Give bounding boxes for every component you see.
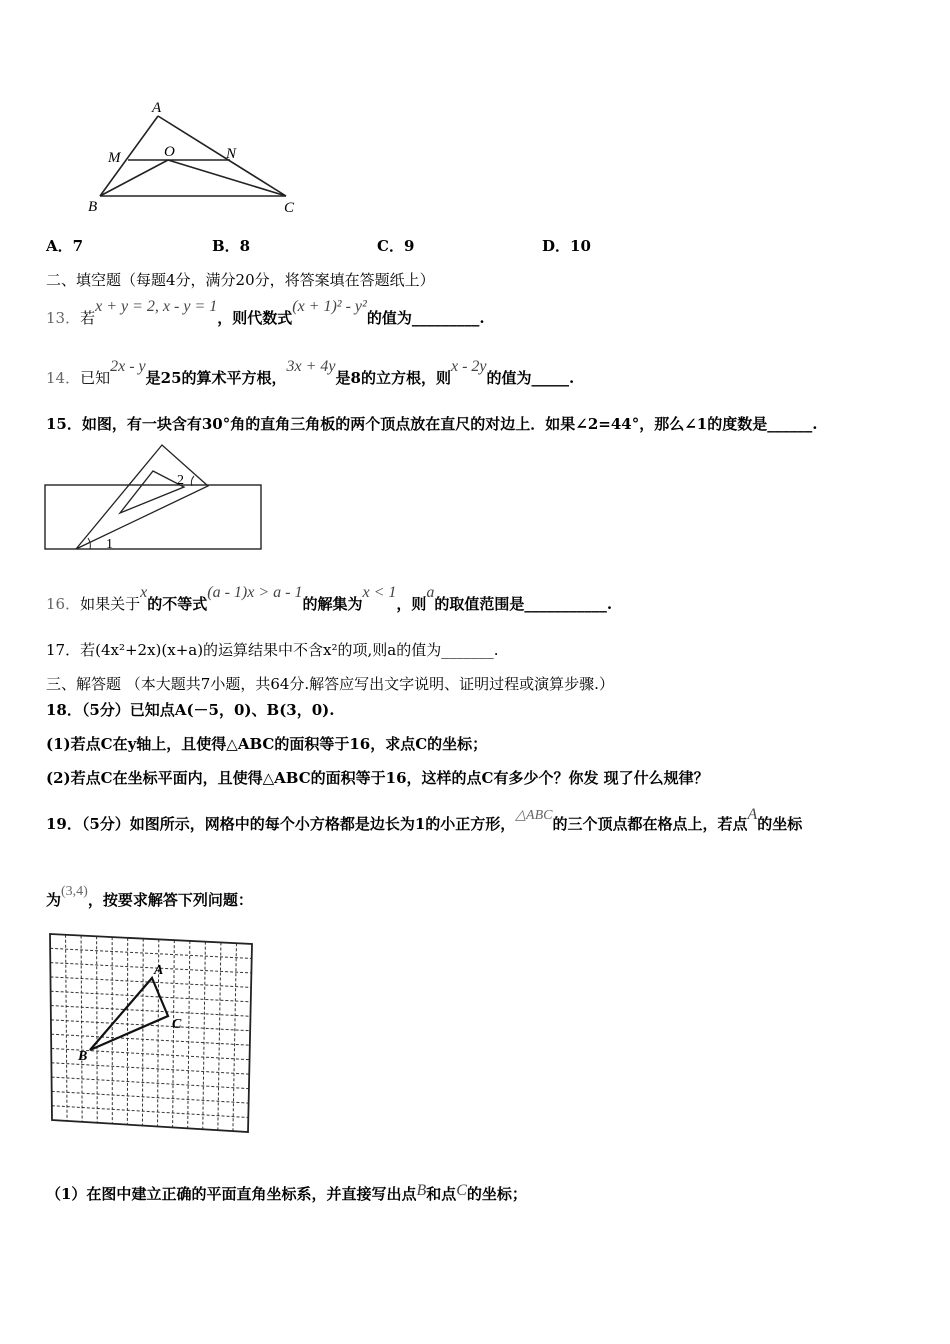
question-16 (46, 582, 613, 613)
grid-hline (51, 1063, 249, 1074)
q14-pre: 已知 (80, 369, 111, 387)
q13-post: 的值为_________. (366, 309, 485, 327)
grid-hline (51, 1034, 250, 1045)
q16-var-x: x (140, 584, 148, 601)
q19-p1-point-b: B (416, 1182, 427, 1199)
option-d: D．10 (542, 237, 591, 255)
q14-text1: 是25的算术平方根， (145, 369, 287, 387)
question-19-line1 (46, 804, 803, 833)
label-b: B (88, 199, 98, 215)
grid-hline (50, 948, 252, 958)
option-c: C．9 (377, 237, 415, 255)
question-18-part1: (1)若点C在y轴上，且使得△ABC的面积等于16，求点C的坐标； (46, 735, 488, 753)
grid-vline (173, 940, 175, 1127)
q16-pre: 如果关于 (80, 595, 141, 613)
question-17: 17．若(4x²+2x)(x+a)的运算结果中不含x²的项,则a的值为_______. (46, 641, 499, 659)
q16-text2: 的解集为 (302, 595, 363, 613)
q19-point-a: A (747, 806, 758, 823)
set-square-outer (76, 445, 208, 549)
grid-hline (52, 1091, 249, 1103)
q14-expr3: x - 2y (450, 358, 487, 375)
grid-vline (188, 941, 190, 1128)
label-o: O (164, 144, 175, 160)
q19-for: 为 (46, 891, 62, 909)
q16-number: 16． (46, 595, 81, 613)
ruler-triangle-figure (44, 442, 266, 554)
grid-label-a: A (154, 963, 164, 978)
q14-text2: 是8的立方根，则 (335, 369, 451, 387)
grid-vline (203, 942, 206, 1130)
section3-heading: 三、解答题 （本大题共7小题，共64分.解答应写出文字说明、证明过程或演算步骤.） (46, 675, 614, 693)
option-a: A．7 (46, 237, 84, 255)
q19-p1-text1: （1）在图中建立正确的平面直角坐标系，并直接写出点 (46, 1185, 417, 1203)
question-19-line2 (46, 880, 253, 909)
q19-text3: 的坐标 (757, 815, 803, 833)
q13-condition: x + y = 2, x - y = 1 (95, 298, 218, 315)
question-18-part2: (2)若点C在坐标平面内，且使得△ABC的面积等于16，这样的点C有多少个？你发 现了什么规律？ (46, 769, 709, 787)
grid-label-c: C (172, 1017, 182, 1032)
question-18-head: 18．（5分）已知点A(－5，0)、B(3，0). (46, 701, 335, 719)
q14-expr1: 2x - y (110, 358, 146, 375)
grid-hline (50, 963, 251, 973)
q16-var-a: a (426, 584, 435, 601)
angle-1-label: 1 (106, 537, 113, 552)
question-15: 15．如图，有一块含有30°角的直角三角板的两个顶点放在直尺的对边上．如果∠2=44°，那么∠1的度数是______. (46, 415, 818, 433)
q19-coord-a: (3,4) (61, 884, 88, 899)
grid-vline (218, 942, 221, 1130)
question-13 (46, 296, 485, 327)
q16-inequality: (a - 1)x > a - 1 (207, 584, 303, 601)
q16-solution: x < 1 (362, 584, 397, 601)
label-c: C (284, 200, 295, 216)
q13-pre: 若 (80, 309, 96, 327)
q13-mid: ，则代数式 (217, 309, 293, 327)
grid-vline (97, 936, 98, 1122)
grid-vline (233, 943, 237, 1131)
section2-heading: 二、填空题（每题4分，满分20分，将答案填在答题纸上） (46, 271, 435, 289)
grid-hline (51, 991, 251, 1002)
ruler (45, 485, 261, 549)
option-b: B．8 (212, 237, 251, 255)
grid-vline (81, 936, 82, 1122)
q19-p1-point-c: C (456, 1182, 467, 1199)
q19-text1: 19．（5分）如图所示，网格中的每个小方格都是边长为1的小正方形， (46, 815, 516, 833)
grid-hline (52, 1077, 249, 1089)
grid-hline (51, 1006, 251, 1017)
grid-hline (52, 1106, 248, 1118)
q13-number: 13． (46, 309, 81, 327)
q16-text4: 的取值范围是___________. (434, 595, 613, 613)
q13-expression: (x + 1)² - y² (292, 298, 367, 315)
set-square-inner (120, 471, 184, 513)
triangle-abc-figure (80, 96, 310, 220)
grid-vline (142, 939, 143, 1126)
q16-text1: 的不等式 (147, 595, 208, 613)
q19-p1-end: 的坐标； (466, 1185, 527, 1203)
label-a: A (152, 100, 162, 116)
q14-expr2: 3x + 4y (286, 358, 336, 375)
q19-text4: ，按要求解答下列问题： (87, 891, 253, 909)
triangle-abc (90, 978, 168, 1050)
q14-number: 14． (46, 369, 81, 387)
grid-vline (66, 935, 68, 1121)
question-19-part1 (46, 1180, 527, 1201)
q19-p1-and: 和点 (426, 1185, 457, 1203)
grid-label-b: B (78, 1049, 88, 1064)
q14-text3: 的值为_____. (486, 369, 575, 387)
q16-text3: ，则 (396, 595, 427, 613)
angle-2-label: 2 (177, 473, 184, 488)
label-n: N (226, 146, 237, 162)
label-m: M (108, 150, 121, 166)
q19-triangle: △ABC (515, 808, 553, 823)
grid-figure (44, 930, 260, 1136)
question-14 (46, 356, 575, 387)
grid-hline (51, 1020, 250, 1031)
q19-text2: 的三个顶点都在格点上，若点 (552, 815, 748, 833)
